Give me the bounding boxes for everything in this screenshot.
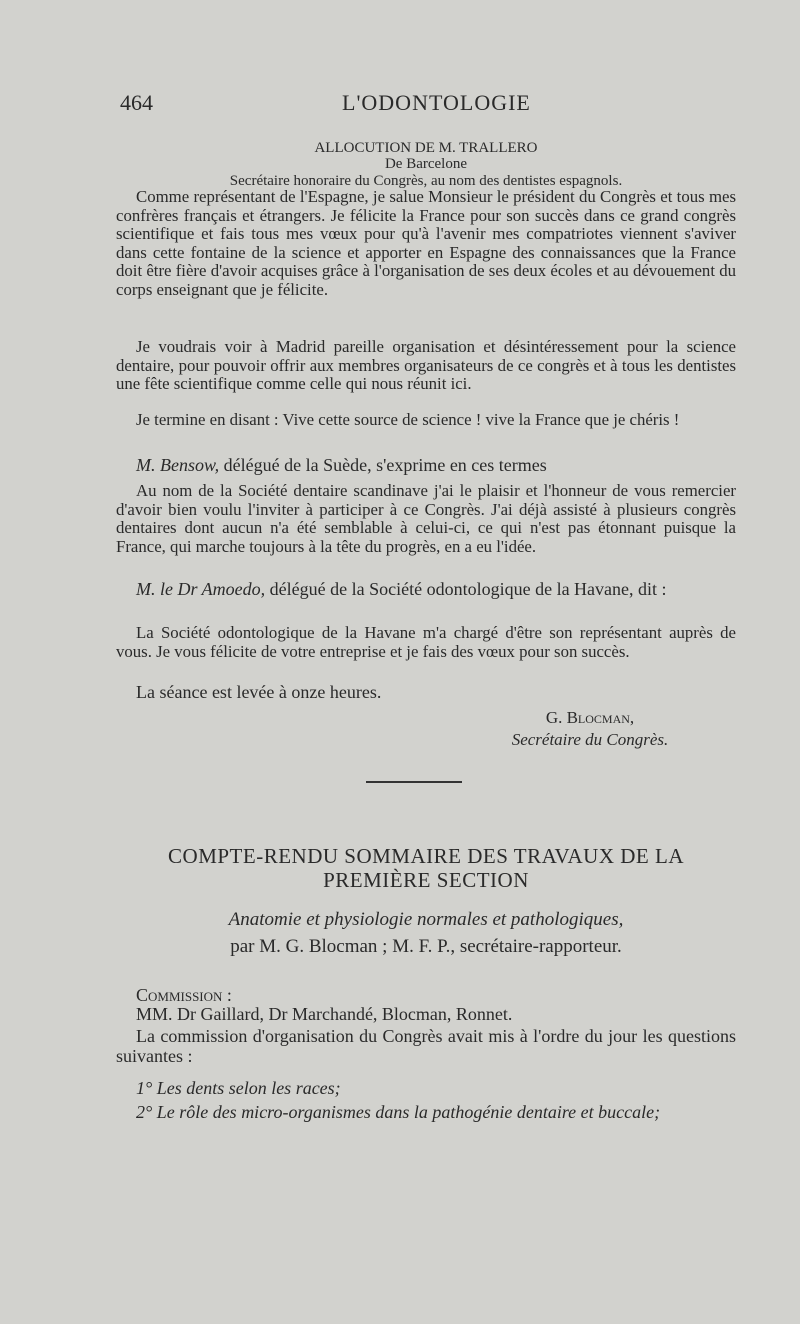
speech-role: Secrétaire honoraire du Congrès, au nom des dentistes espagnols. <box>229 173 623 189</box>
speaker-name: M. Bensow, <box>136 455 220 475</box>
section-title-line-2: PREMIÈRE SECTION <box>323 868 529 892</box>
speaker-intro: délégué de la Société odontologique de la Havane, dit : <box>265 579 667 599</box>
section-intro: La commission d'organisation du Congrès avait mis à l'ordre du jour les questions suivantes : <box>116 1026 736 1066</box>
page-number: 464 <box>120 90 153 115</box>
section-subtitle: Anatomie et physiologie normales et pathologiques, <box>228 909 624 930</box>
bensow-intro <box>116 456 736 476</box>
page-header <box>116 90 736 120</box>
amoedo-intro <box>116 580 736 600</box>
speech-place: De Barcelone <box>384 156 468 172</box>
speech-paragraph-3: Je termine en disant : Vive cette source de science ! vive la France que je chéris ! <box>136 410 680 429</box>
speech-paragraph-1: Comme représentant de l'Espagne, je salue Monsieur le président du Congrès et tous mes confrères français et étrangers. Je félicite la France pour son succès dans ce grand congrès scientifique et fais tous mes vœux pour qu'à l'avenir mes compatriotes viennent s'aviver dans cette fontaine de la science et apporter en Espagne des connaissances que la France doit être fière d'avoir acquises grâce à l'organisation de ses deux écoles et au dévouement du corps enseignant que je félicite. <box>116 187 736 299</box>
question-1: 1° Les dents selon les races; <box>136 1078 341 1098</box>
signature-name: G. Blocman, <box>545 708 635 727</box>
speech-title: ALLOCUTION DE M. TRALLERO <box>314 140 538 156</box>
speaker-intro: délégué de la Suède, s'exprime en ces termes <box>219 455 547 475</box>
running-title: L'ODONTOLOGIE <box>342 90 531 115</box>
speaker-name: M. le Dr Amoedo, <box>136 579 266 599</box>
section-title-line-1: COMPTE-RENDU SOMMAIRE DES TRAVAUX DE LA <box>168 844 684 868</box>
question-2: 2° Le rôle des micro-organismes dans la pathogénie dentaire et buccale; <box>136 1102 661 1122</box>
signature-title: Secrétaire du Congrès. <box>511 730 669 749</box>
section-divider <box>366 781 462 783</box>
bensow-text: Au nom de la Société dentaire scandinave j'ai le plaisir et l'honneur de vous remercier d'avoir bien voulu l'inviter à participer à ce Congrès. J'ai déjà assisté à plusieurs congrès dentaires dont aucun n'a été semblable à celui-ci, ce qui n'est pas étonnant puisque la France, qui marche toujours à la tête du progrès, en a eu l'idée. <box>116 481 736 556</box>
amoedo-text: La Société odontologique de la Havane m'a chargé d'être son représentant auprès de vous. Je vous félicite de votre entreprise et je fais des vœux pour son succès. <box>116 623 736 661</box>
speech-paragraph-2: Je voudrais voir à Madrid pareille organisation et désintéressement pour la science dentaire, pour pouvoir offrir aux membres organisateurs de ce congrès et à tous les dentistes une fête scientifique comme celle qui nous réunit ici. <box>116 337 736 394</box>
commission-members: MM. Dr Gaillard, Dr Marchandé, Blocman, Ronnet. <box>136 1004 513 1024</box>
commission-label: Commission : <box>136 985 232 1005</box>
section-byline: par M. G. Blocman ; M. F. P., secrétaire-rapporteur. <box>230 936 622 957</box>
closing-line: La séance est levée à onze heures. <box>136 682 382 702</box>
